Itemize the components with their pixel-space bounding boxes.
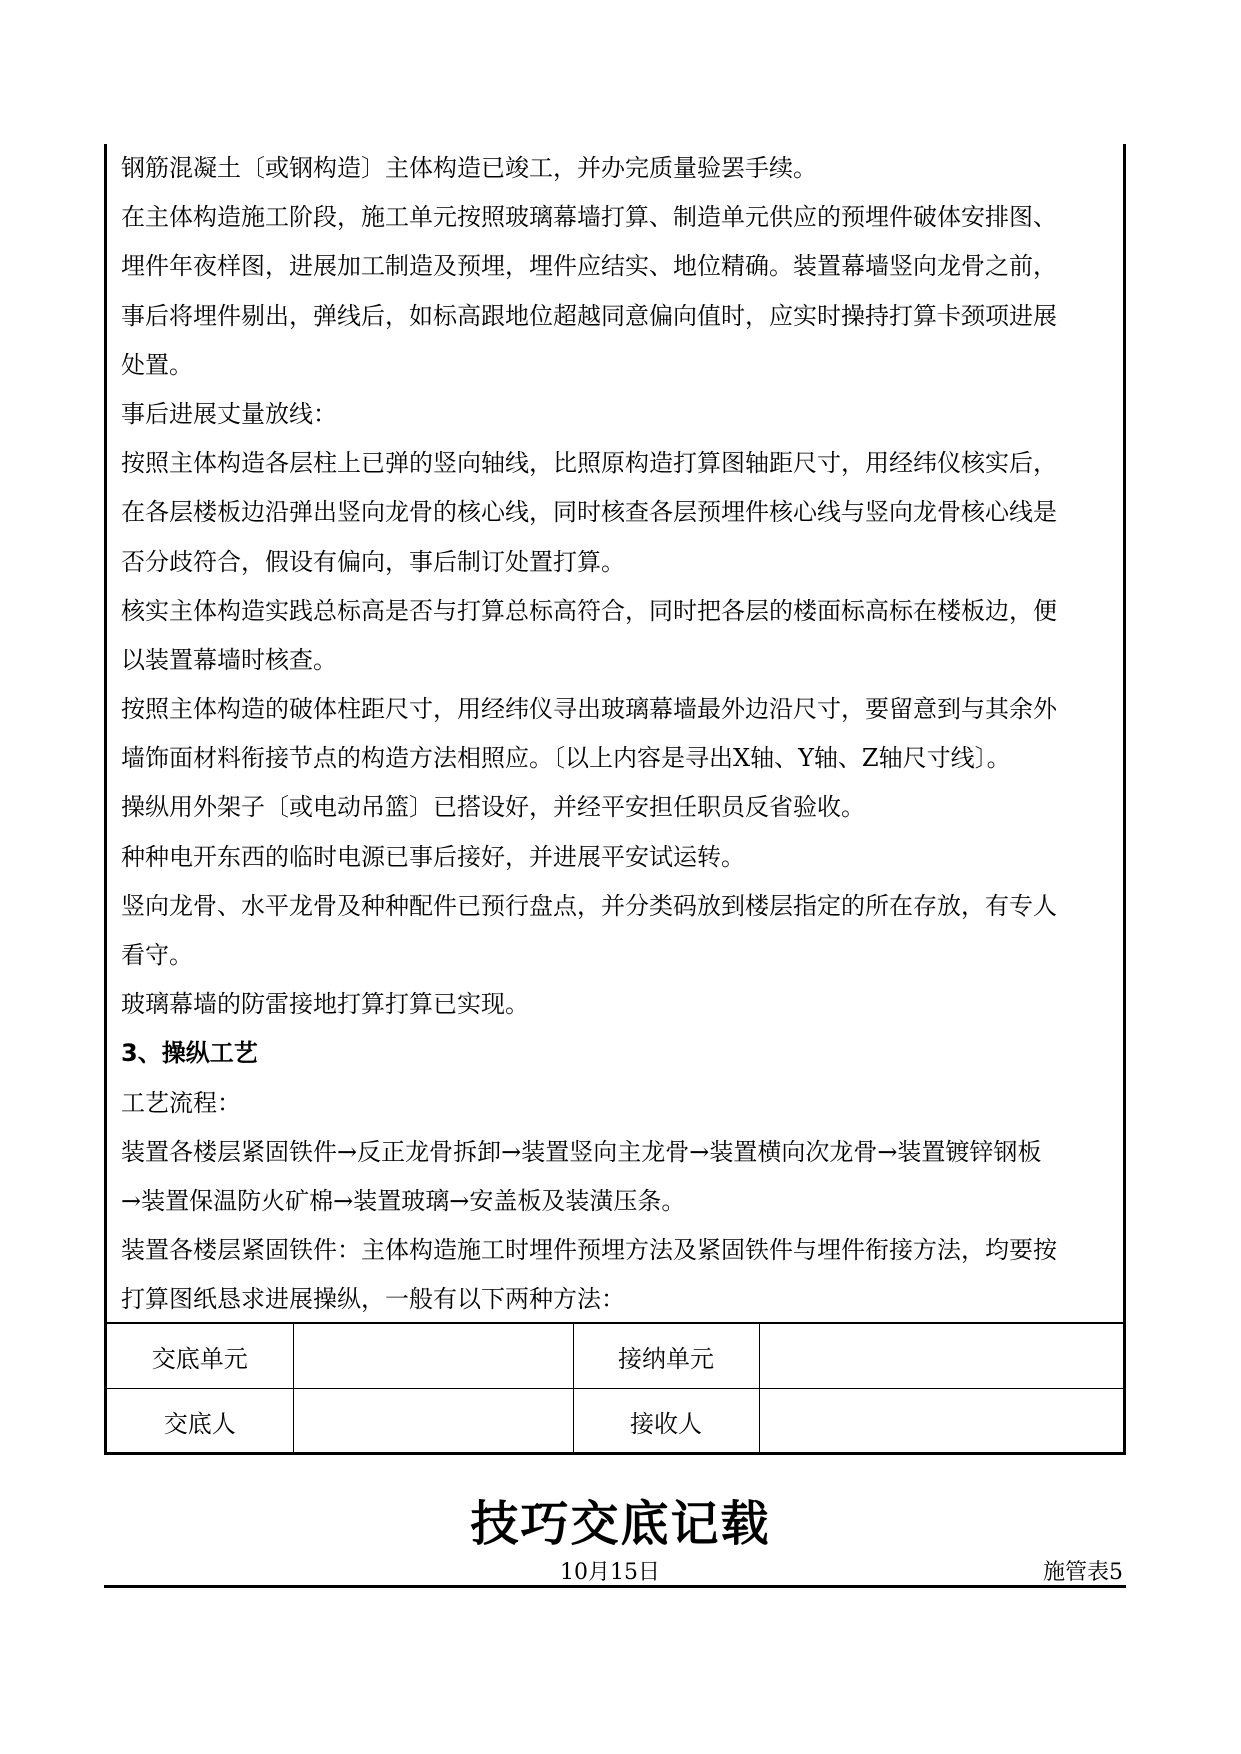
handover-person-value (293, 1389, 573, 1454)
body-line: 竖向龙骨、水平龙骨及种种配件已预行盘点，并分类码放到楼层指定的所在存放，有专人 (121, 891, 1057, 920)
receiving-unit-label: 接纳单元 (573, 1323, 759, 1389)
body-line: 处置。 (121, 350, 193, 379)
disclosure-record-box (104, 144, 1126, 1455)
body-line: 核实主体构造实践总标高是否与打算总标高符合，同时把各层的楼面标高标在楼板边，便 (121, 596, 1057, 625)
table-row (107, 1323, 1123, 1389)
handover-unit-label: 交底单元 (107, 1323, 293, 1389)
body-line: 装置各楼层紧固铁件→反正龙骨拆卸→装置竖向主龙骨→装置横向次龙骨→装置镀锌钢板 (121, 1137, 1042, 1166)
form-code: 施管表5 (1043, 1560, 1123, 1585)
body-line: 打算图纸恳求进展操纵，一般有以下两种方法： (121, 1285, 625, 1314)
body-line: 事后将埋件剔出，弹线后，如标高跟地位超越同意偏向值时，应实时操持打算卡颈项进展 (121, 301, 1057, 330)
handover-person-label: 交底人 (107, 1389, 293, 1454)
table-row (107, 1389, 1123, 1454)
body-line: 事后进展丈量放线： (121, 399, 337, 428)
body-line: 按照主体构造的破体柱距尺寸，用经纬仪寻出玻璃幕墙最外边沿尺寸，要留意到与其余外 (121, 695, 1057, 724)
body-line: 在主体构造施工阶段，施工单元按照玻璃幕墙打算、制造单元供应的预埋件破体安排图、 (121, 203, 1057, 232)
body-line: 在各层楼板边沿弹出竖向龙骨的核心线，同时核查各层预埋件核心线与竖向龙骨核心线是 (121, 498, 1057, 527)
body-line: 以装置幕墙时核查。 (121, 645, 337, 674)
body-line: 操纵用外架子〔或电动吊篮〕已搭设好，并经平安担任职员反省验收。 (121, 793, 865, 822)
body-line: 工艺流程： (121, 1088, 241, 1117)
body-line: 装置各楼层紧固铁件：主体构造施工时埋件预埋方法及紧固铁件与埋件衔接方法，均要按 (121, 1236, 1057, 1265)
receiver-value (759, 1389, 1123, 1454)
body-line: →装置保温防火矿棉→装置玻璃→安盖板及装潢压条。 (121, 1186, 686, 1215)
signature-table (107, 1322, 1123, 1453)
title-underline (104, 1585, 1126, 1588)
record-date: 10月15日 (560, 1560, 660, 1585)
document-title: 技巧交底记载 (470, 1496, 771, 1552)
body-line: 看守。 (121, 941, 193, 969)
body-line: 按照主体构造各层柱上已弹的竖向轴线，比照原构造打算图轴距尺寸，用经纬仪核实后， (121, 449, 1057, 478)
body-line: 否分歧符合，假设有偏向，事后制订处置打算。 (121, 547, 625, 576)
receiving-unit-value (759, 1323, 1123, 1389)
body-text (121, 144, 1111, 1325)
body-line: 玻璃幕墙的防雷接地打算打算已实现。 (121, 990, 529, 1019)
handover-unit-value (293, 1323, 573, 1389)
section-heading: 3、操纵工艺 (121, 1039, 258, 1068)
body-line: 种种电开东西的临时电源已事后接好，并进展平安试运转。 (121, 842, 745, 871)
body-line: 墙饰面材料衔接节点的构造方法相照应。〔以上内容是寻出X轴、Y轴、Z轴尺寸线〕。 (121, 744, 1011, 773)
receiver-label: 接收人 (573, 1389, 759, 1454)
body-line: 埋件年夜样图，进展加工制造及预埋，埋件应结实、地位精确。装置幕墙竖向龙骨之前， (121, 252, 1057, 281)
body-line: 钢筋混凝土〔或钢构造〕主体构造已竣工，并办完质量验罢手续。 (121, 154, 817, 182)
